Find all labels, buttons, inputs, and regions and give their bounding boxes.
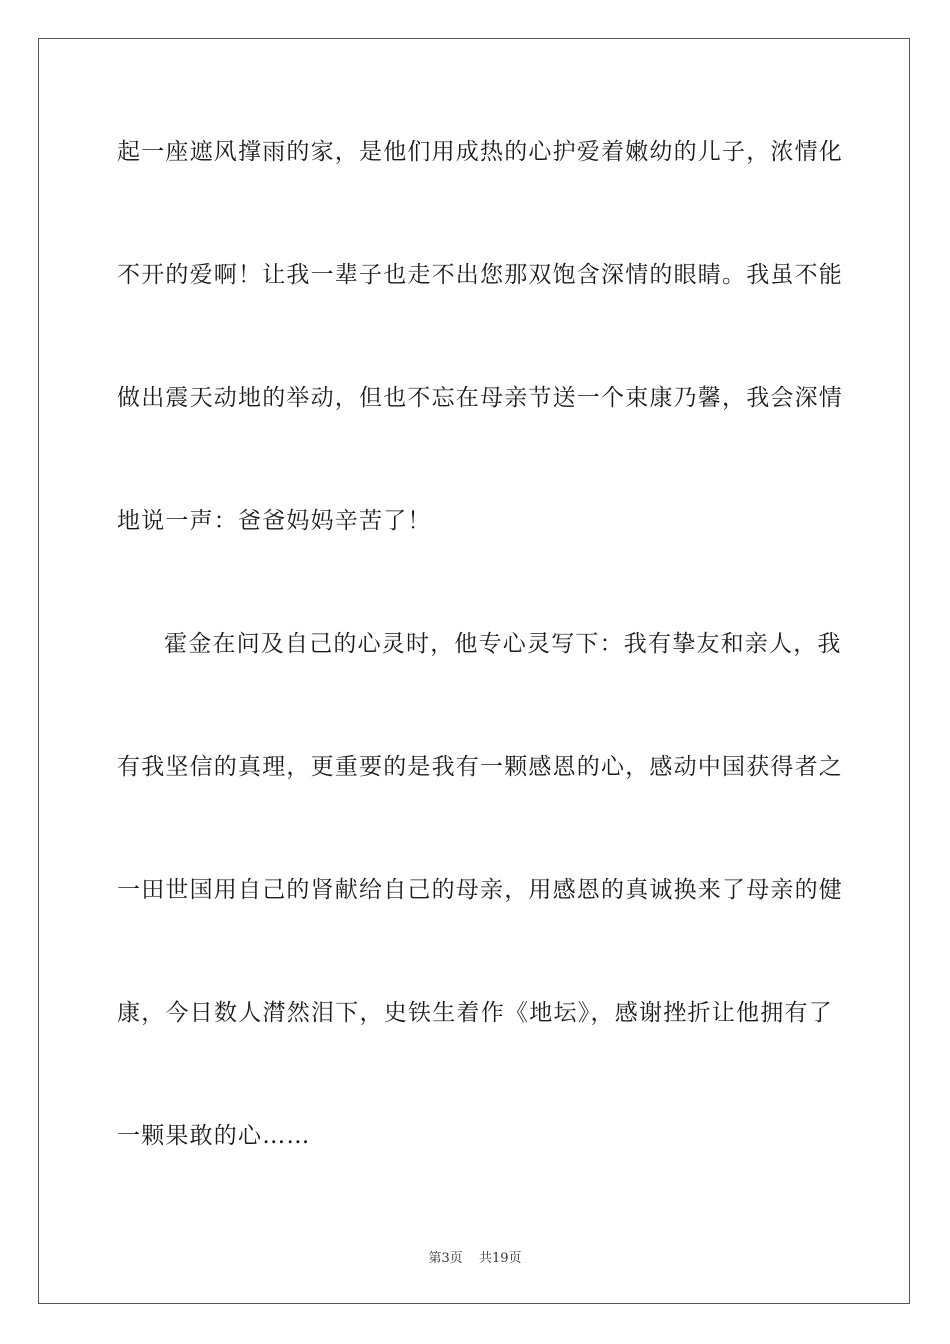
page-number: 第3页 bbox=[428, 1251, 463, 1266]
text-line: 地说一声：爸爸妈妈辛苦了！ bbox=[117, 508, 432, 534]
text-line: 霍金在问及自己的心灵时，他专心灵写下：我有挚友和亲人，我 bbox=[164, 631, 842, 657]
text-line: 一田世国用自己的肾献给自己的母亲，用感恩的真诚换来了母亲的健 bbox=[117, 877, 843, 903]
text-line: 做出震天动地的举动，但也不忘在母亲节送一个束康乃馨，我会深情 bbox=[117, 385, 843, 411]
text-line: 起一座遮风撑雨的家，是他们用成热的心护爱着嫩幼的儿子，浓情化 bbox=[117, 139, 843, 165]
text-line: 康，今日数人潸然泪下，史铁生着作《地坛》，感谢挫折让他拥有了 bbox=[117, 1000, 833, 1026]
page-footer bbox=[0, 1247, 950, 1266]
text-line: 一颗果敢的心…… bbox=[117, 1123, 311, 1149]
paragraph-1 bbox=[117, 128, 843, 620]
page-total: 共19页 bbox=[478, 1251, 522, 1266]
paragraph-2 bbox=[117, 620, 843, 1235]
text-line: 不开的爱啊！让我一辈子也走不出您那双饱含深情的眼睛。我虽不能 bbox=[117, 262, 843, 288]
text-line: 有我坚信的真理，更重要的是我有一颗感恩的心，感动中国获得者之 bbox=[117, 754, 843, 780]
document-body bbox=[117, 128, 843, 1235]
